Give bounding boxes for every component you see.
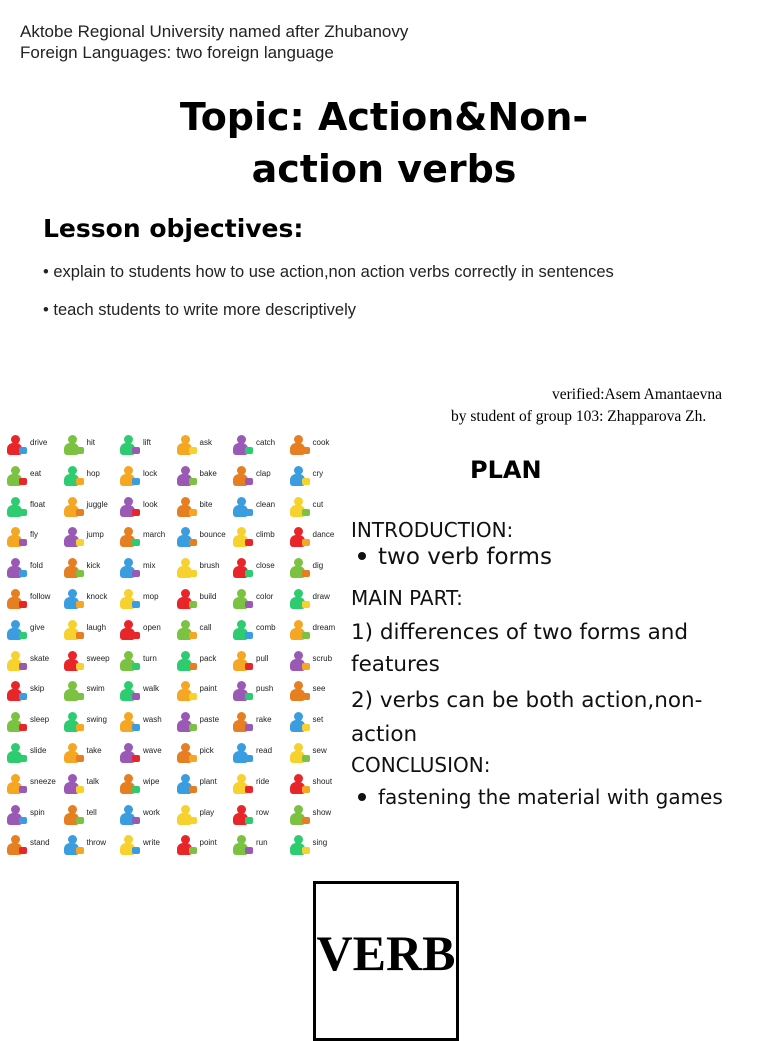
verb-cell [283, 494, 339, 521]
verb-figure-icon [2, 651, 28, 673]
verb-label: fly [30, 530, 38, 540]
plan-bullet-text: two verb forms [378, 544, 552, 570]
verb-cell [0, 586, 58, 613]
verb-figure-icon [228, 712, 254, 734]
verb-cell [226, 494, 284, 521]
student-credit: by student of group 103: Zhapparova Zh. [451, 408, 707, 425]
verb-label: lift [143, 438, 151, 447]
verb-label: dream [312, 622, 336, 632]
verb-cell [226, 586, 284, 613]
verb-cell [170, 832, 228, 859]
verb-label: follow [30, 592, 51, 601]
verb-label: wave [143, 746, 162, 755]
verb-figure-icon [2, 589, 28, 611]
plan-bullet-item [358, 544, 552, 570]
verb-figure-icon [2, 435, 28, 457]
verb-label: dance [312, 530, 335, 540]
verb-label: fold [30, 561, 43, 571]
verb-label: stand [30, 838, 50, 848]
verb-label: wipe [143, 776, 160, 786]
verb-label: ask [199, 438, 212, 447]
verb-figure-icon [2, 558, 28, 580]
verb-figure-icon [59, 589, 85, 611]
verb-figure-icon [172, 558, 198, 580]
verb-label: bake [199, 468, 217, 478]
verb-cell [0, 802, 58, 829]
verb-label: climb [256, 530, 275, 540]
verb-cell [283, 709, 339, 736]
verb-figure-icon [285, 651, 311, 673]
verb-cell [57, 494, 115, 521]
verb-figure-icon [2, 743, 28, 765]
verb-cell [113, 648, 171, 675]
verb-cell [57, 463, 115, 490]
bullet-icon [358, 793, 366, 801]
verb-figure-icon [172, 774, 198, 796]
verb-label: talk [86, 776, 99, 786]
verb-cell [283, 524, 339, 551]
verb-figure-icon [115, 712, 141, 734]
verb-cell [113, 709, 171, 736]
department-name: Foreign Languages: two foreign language [20, 43, 334, 62]
verb-figure-icon [285, 743, 311, 765]
verb-label: clean [256, 499, 276, 509]
verb-label: pull [256, 653, 269, 663]
university-name: Aktobe Regional University named after Zhubanovy [20, 22, 409, 41]
verb-label: open [143, 622, 161, 632]
verb-figure-icon [59, 466, 85, 488]
verb-cell [170, 771, 228, 798]
verb-figure-icon [2, 835, 28, 857]
verb-figure-icon [285, 497, 311, 519]
verb-label: point [199, 838, 217, 848]
verb-figure-icon [2, 712, 28, 734]
verified-by: verified:Asem Amantaevna [552, 386, 723, 403]
verb-label: mop [143, 592, 159, 601]
verb-figure-icon [172, 651, 198, 673]
verb-figure-icon [115, 558, 141, 580]
verb-label: set [312, 715, 324, 725]
verb-figure-icon [285, 435, 311, 457]
verb-label: skip [30, 684, 45, 694]
verb-figure-icon [2, 774, 28, 796]
verb-label: read [256, 746, 273, 755]
verb-cell [226, 678, 284, 705]
verb-figure-icon [115, 497, 141, 519]
verb-figure-icon [59, 558, 85, 580]
verb-cell [113, 678, 171, 705]
verb-figure-icon [228, 527, 254, 549]
verb-cell [0, 678, 58, 705]
verb-figure-icon [172, 466, 198, 488]
verb-label: hop [86, 468, 100, 478]
verb-cell [113, 802, 171, 829]
verb-cell [113, 555, 171, 582]
verb-figure-icon [228, 620, 254, 642]
verb-label: close [256, 561, 275, 571]
verb-label: hit [86, 438, 95, 447]
verb-cell [0, 832, 58, 859]
verb-figure-icon [285, 712, 311, 734]
verb-figure-icon [115, 651, 141, 673]
verb-cell [57, 648, 115, 675]
verb-label: ride [256, 776, 270, 786]
verb-label: turn [143, 653, 157, 663]
verb-label: brush [199, 561, 220, 571]
verb-figure-icon [285, 805, 311, 827]
verb-figure-icon [115, 681, 141, 703]
verb-cell [283, 740, 339, 767]
verb-figure-icon [285, 527, 311, 549]
verb-cell [57, 832, 115, 859]
verb-label: sneeze [30, 776, 56, 786]
verb-label: dig [312, 561, 324, 571]
verb-figure-icon [228, 743, 254, 765]
verb-label: sew [312, 746, 327, 755]
verb-figure-icon [228, 835, 254, 857]
verb-cell [170, 617, 228, 644]
verb-cell [283, 832, 339, 859]
verb-figure-icon [172, 743, 198, 765]
verb-label: give [30, 622, 45, 632]
verb-cell [57, 432, 115, 459]
verb-label: lock [143, 468, 158, 478]
verb-figure-icon [59, 774, 85, 796]
verb-label: juggle [86, 499, 108, 509]
verb-label: take [86, 746, 102, 755]
topic-title-line-2: action verbs [251, 147, 517, 191]
verb-cell [0, 432, 58, 459]
verb-cell [283, 802, 339, 829]
objective-item: • explain to students how to use action,non action verbs correctly in sentences [43, 263, 614, 281]
verb-figure-icon [172, 835, 198, 857]
verb-cell [283, 432, 339, 459]
verb-cell [283, 463, 339, 490]
verb-cell [170, 678, 228, 705]
verb-cell [113, 771, 171, 798]
plan-main-part-label: MAIN PART: [351, 586, 463, 610]
verb-cell [170, 463, 228, 490]
verb-label: write [143, 838, 160, 848]
verb-label: swing [86, 715, 107, 725]
verb-label: show [312, 807, 332, 817]
verb-figure-icon [59, 620, 85, 642]
verb-cell [113, 432, 171, 459]
verb-figure-icon [115, 774, 141, 796]
verb-figure-icon [59, 527, 85, 549]
verb-label: swim [86, 684, 105, 694]
verb-label: clap [256, 468, 271, 478]
verb-label: look [143, 499, 158, 509]
verb-figure-icon [172, 805, 198, 827]
verb-figure-icon [285, 589, 311, 611]
verb-cell [283, 617, 339, 644]
plan-numbered-item: 2) verbs can be both action,non-action [351, 688, 703, 747]
verb-cell [113, 463, 171, 490]
verb-cell [170, 494, 228, 521]
verb-cell [226, 524, 284, 551]
verb-cell [57, 555, 115, 582]
verb-label: jump [86, 530, 104, 540]
verb-figure-icon [172, 712, 198, 734]
verb-cell [57, 524, 115, 551]
verb-cell [0, 524, 58, 551]
verb-cell [0, 648, 58, 675]
verb-figure-icon [59, 743, 85, 765]
verb-figure-icon [285, 835, 311, 857]
verb-label: cut [312, 499, 324, 509]
verb-label: walk [143, 684, 160, 694]
verb-label: color [256, 592, 274, 601]
verb-label: paste [199, 715, 220, 725]
verb-figure-icon [59, 805, 85, 827]
verb-figure-icon [115, 620, 141, 642]
verb-label: sleep [30, 715, 50, 725]
verb-cell [0, 494, 58, 521]
verb-label: bite [199, 499, 213, 509]
verb-cell [0, 740, 58, 767]
verb-figure-icon [59, 835, 85, 857]
verb-cell [283, 678, 339, 705]
verb-figure-icon [228, 589, 254, 611]
verb-figure-icon [228, 497, 254, 519]
verb-figure-icon [59, 497, 85, 519]
verb-figure-icon [172, 527, 198, 549]
verb-figure-icon [115, 527, 141, 549]
verb-label: spin [30, 807, 45, 817]
verb-cell [57, 740, 115, 767]
verb-label: pack [199, 653, 217, 663]
verb-cell [170, 524, 228, 551]
verb-cell [0, 555, 58, 582]
verb-cell [226, 832, 284, 859]
verb-figure-icon [2, 805, 28, 827]
verb-cell [0, 771, 58, 798]
verb-label: catch [256, 438, 276, 447]
verb-label: mix [143, 561, 156, 571]
verb-label: pick [199, 746, 214, 755]
verb-figure-icon [59, 435, 85, 457]
verb-figure-icon [172, 497, 198, 519]
verb-label: cry [312, 468, 324, 478]
verb-label: cook [312, 438, 330, 447]
plan-title: PLAN [470, 456, 542, 484]
verb-figure-icon [285, 466, 311, 488]
verb-label: bounce [199, 530, 226, 540]
verb-cell [113, 494, 171, 521]
verb-label: comb [256, 622, 276, 632]
verb-figure-icon [228, 651, 254, 673]
plan-introduction-label: INTRODUCTION: [351, 518, 514, 542]
verb-figure-icon [59, 681, 85, 703]
verb-figure-icon [2, 527, 28, 549]
verb-cell [226, 771, 284, 798]
verb-cell [113, 524, 171, 551]
verb-label: scrub [312, 653, 333, 663]
verb-figure-icon [115, 743, 141, 765]
verb-cell [226, 463, 284, 490]
verb-cell [226, 709, 284, 736]
verb-label: paint [199, 684, 217, 694]
verb-cell [57, 802, 115, 829]
plan-bullet-item [358, 785, 723, 809]
action-verbs-illustration [0, 430, 338, 862]
verb-box [313, 881, 459, 1041]
verb-cell [113, 832, 171, 859]
verb-label: build [199, 592, 217, 601]
verb-cell [226, 740, 284, 767]
verb-label: run [256, 838, 268, 848]
verb-label: push [256, 684, 274, 694]
verb-label: draw [312, 592, 330, 601]
verb-cell [57, 678, 115, 705]
verb-label: see [312, 684, 326, 694]
bullet-icon [358, 552, 366, 560]
verb-cell [113, 586, 171, 613]
verb-cell [226, 802, 284, 829]
verb-figure-icon [285, 558, 311, 580]
verb-label: knock [86, 592, 108, 601]
verb-cell [170, 802, 228, 829]
plan-conclusion-label: CONCLUSION: [351, 753, 491, 777]
objectives-heading: Lesson objectives: [43, 214, 304, 243]
plan-numbered-item: 1) differences of two forms and features [351, 620, 689, 677]
verb-label: slide [30, 746, 47, 755]
verb-cell [226, 648, 284, 675]
verb-cell [283, 771, 339, 798]
verb-cell [226, 432, 284, 459]
verb-figure-icon [115, 466, 141, 488]
verb-label: row [256, 807, 269, 817]
verb-figure-icon [172, 435, 198, 457]
verb-figure-icon [59, 651, 85, 673]
verb-label: work [143, 807, 160, 817]
verb-cell [57, 617, 115, 644]
verb-cell [57, 586, 115, 613]
verb-cell [0, 709, 58, 736]
verb-figure-icon [2, 620, 28, 642]
verb-cell [283, 586, 339, 613]
verb-cell [283, 648, 339, 675]
verb-label: wash [143, 715, 162, 725]
verb-label: sing [312, 838, 328, 848]
verb-cell [226, 555, 284, 582]
verb-figure-icon [2, 497, 28, 519]
verb-label: float [30, 499, 46, 509]
verb-cell [170, 740, 228, 767]
verb-figure-icon [228, 774, 254, 796]
verb-cell [170, 648, 228, 675]
topic-title-line-1: Topic: Action&Non- [179, 95, 589, 139]
verb-cell [0, 617, 58, 644]
verb-figure-icon [285, 774, 311, 796]
verb-label: call [199, 622, 212, 632]
verb-label: play [199, 807, 215, 817]
verb-label: march [143, 530, 166, 540]
verb-figure-icon [172, 620, 198, 642]
verb-label: shout [312, 776, 333, 786]
verb-cell [170, 586, 228, 613]
verb-figure-icon [228, 805, 254, 827]
verb-figure-icon [115, 589, 141, 611]
verb-cell [170, 555, 228, 582]
verb-cell [170, 709, 228, 736]
verb-cell [0, 463, 58, 490]
verb-figure-icon [2, 466, 28, 488]
verb-figure-icon [228, 681, 254, 703]
verb-label: drive [30, 438, 48, 447]
verb-figure-icon [59, 712, 85, 734]
verb-label: laugh [86, 622, 107, 632]
verb-label: tell [86, 807, 97, 817]
verb-figure-icon [115, 835, 141, 857]
verb-cell [57, 709, 115, 736]
verb-cell [170, 432, 228, 459]
verb-label: kick [86, 561, 101, 571]
verb-figure-icon [2, 681, 28, 703]
verb-cell [113, 617, 171, 644]
verb-figure-icon [228, 435, 254, 457]
verb-label: eat [30, 468, 42, 478]
verb-figure-icon [228, 466, 254, 488]
verb-label: rake [256, 715, 272, 725]
verb-figure-icon [285, 620, 311, 642]
verb-label: throw [86, 838, 107, 848]
verb-figure-icon [115, 435, 141, 457]
verb-figure-icon [228, 558, 254, 580]
verb-figure-icon [172, 681, 198, 703]
plan-bullet-text: fastening the material with games [378, 785, 723, 809]
verb-label: sweep [86, 653, 110, 663]
verb-cell [283, 555, 339, 582]
verb-figure-icon [285, 681, 311, 703]
objective-item: • teach students to write more descriptively [43, 301, 356, 319]
verb-figure-icon [172, 589, 198, 611]
verb-cell [57, 771, 115, 798]
verb-label: plant [199, 776, 217, 786]
verb-box-label: VERB [316, 925, 456, 981]
verb-figure-icon [115, 805, 141, 827]
verb-cell [113, 740, 171, 767]
verb-cell [226, 617, 284, 644]
verb-label: skate [30, 653, 50, 663]
